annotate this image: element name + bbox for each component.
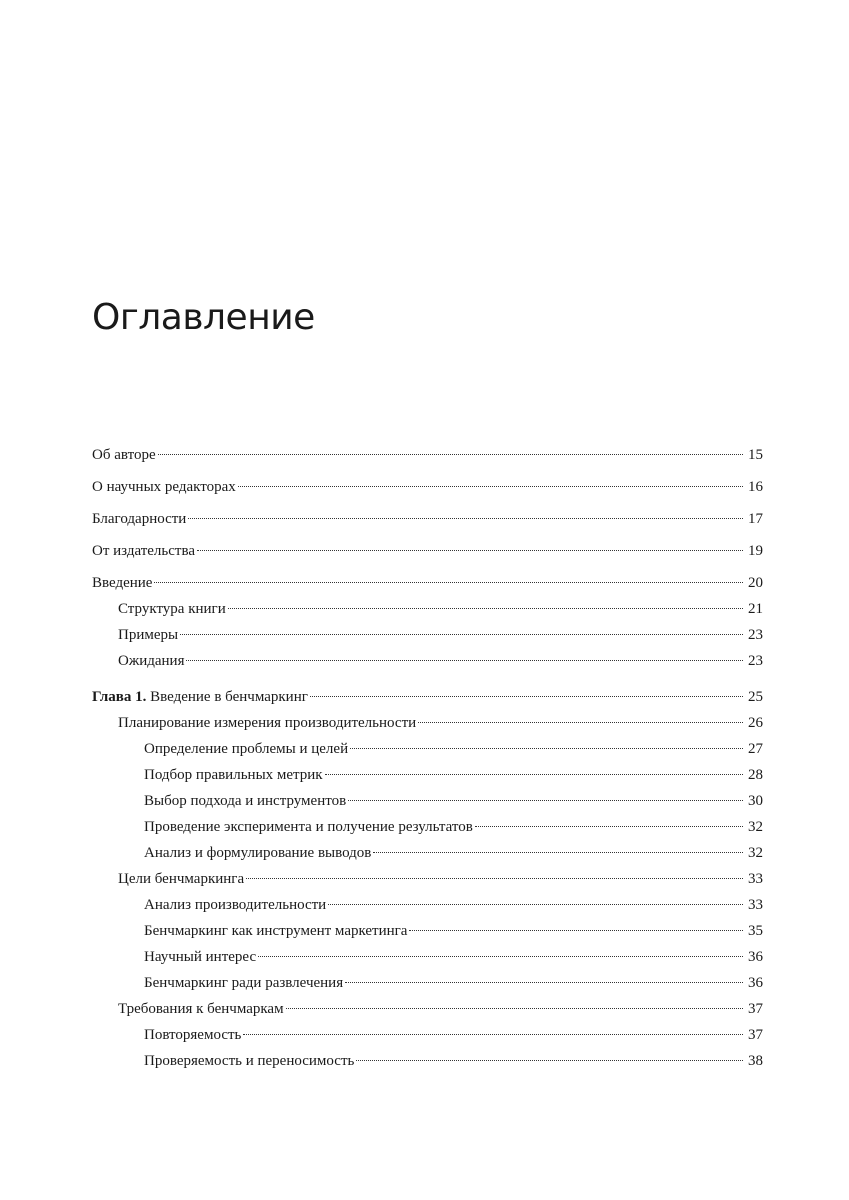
toc-entry-title: [144, 762, 323, 788]
toc-entry[interactable]: [92, 442, 763, 474]
toc-entry-text: Благодарности: [92, 511, 187, 527]
toc-entry-text: Проведение эксперимента и получение результатов: [144, 819, 473, 835]
toc-entry-text: Анализ и формулирование выводов: [144, 845, 372, 861]
toc-entry-title: [92, 442, 156, 468]
toc-page-number: 25: [748, 689, 763, 705]
dot-leader: [373, 852, 743, 853]
toc-entry-text: Повторяемость: [144, 1027, 242, 1043]
toc-entry-text: Выбор подхода и инструментов: [144, 793, 347, 809]
toc-page-number: 23: [748, 653, 763, 669]
toc-chapter-entry[interactable]: [92, 684, 763, 710]
toc-page-number: 15: [748, 447, 763, 463]
toc-entry[interactable]: [92, 596, 763, 622]
dot-leader: [197, 550, 743, 551]
toc-entry-title: [144, 918, 407, 944]
dot-leader: [286, 1008, 743, 1009]
toc-page-number: 37: [748, 1027, 763, 1043]
toc-page-number: 33: [748, 871, 763, 887]
dot-leader: [328, 904, 743, 905]
toc-page-number: 26: [748, 715, 763, 731]
toc-entry-title: [92, 684, 308, 710]
toc-entry-text: Бенчмаркинг как инструмент маркетинга: [144, 923, 408, 939]
toc-entry[interactable]: [92, 474, 763, 506]
toc-entry-title: [92, 506, 186, 532]
toc-page-number: 28: [748, 767, 763, 783]
dot-leader: [180, 634, 743, 635]
toc-entry-title: [92, 538, 195, 564]
toc-entry-title: [118, 648, 184, 674]
dot-leader: [409, 930, 743, 931]
dot-leader: [158, 454, 743, 455]
toc-entry[interactable]: [92, 622, 763, 648]
toc-page-number: 38: [748, 1053, 763, 1069]
toc-entry-text: Научный интерес: [144, 949, 257, 965]
toc-entry-title: [118, 596, 226, 622]
dot-leader: [238, 486, 743, 487]
toc-page-number: 35: [748, 923, 763, 939]
toc-entry-text: Проверяемость и переносимость: [144, 1053, 355, 1069]
toc-entry-title: [144, 840, 371, 866]
toc-page-number: 17: [748, 511, 763, 527]
toc-entry-title: [144, 1048, 354, 1074]
dot-leader: [348, 800, 743, 801]
toc-page-number: 27: [748, 741, 763, 757]
toc-page-number: 37: [748, 1001, 763, 1017]
toc-entry-title: [144, 788, 346, 814]
toc-entry[interactable]: [92, 840, 763, 866]
toc-entry[interactable]: [92, 944, 763, 970]
toc-page-number: 19: [748, 543, 763, 559]
toc-heading: Оглавление: [92, 297, 315, 338]
dot-leader: [258, 956, 743, 957]
toc-entry-text: О научных редакторах: [92, 479, 236, 495]
toc-entry[interactable]: [92, 648, 763, 674]
dot-leader: [228, 608, 743, 609]
toc-entry-title: [144, 814, 473, 840]
toc-entry-text: От издательства: [92, 543, 196, 559]
toc-entry-title: [118, 866, 244, 892]
toc-entry[interactable]: [92, 1022, 763, 1048]
toc-entry-text: Анализ производительности: [144, 897, 327, 913]
dot-leader: [154, 582, 743, 583]
toc-page-number: 33: [748, 897, 763, 913]
toc-entry-text: Требования к бенчмаркам: [118, 1001, 284, 1017]
toc-entry-title: [118, 710, 416, 736]
dot-leader: [310, 696, 743, 697]
toc-entry-title: [144, 892, 326, 918]
toc-page-number: 36: [748, 975, 763, 991]
toc-entry-text: Цели бенчмаркинга: [118, 871, 245, 887]
toc-entry[interactable]: [92, 570, 763, 596]
dot-leader: [246, 878, 743, 879]
toc-page-number: 32: [748, 819, 763, 835]
dot-leader: [243, 1034, 743, 1035]
toc-entry[interactable]: [92, 996, 763, 1022]
toc-entry-text: Бенчмаркинг ради развлечения: [144, 975, 344, 991]
toc-entry-title: [144, 1022, 241, 1048]
toc-entry-title: [92, 474, 236, 500]
toc-page-number: 32: [748, 845, 763, 861]
toc-entry[interactable]: [92, 788, 763, 814]
toc-entry-title: [144, 970, 343, 996]
toc-entry[interactable]: [92, 538, 763, 570]
toc-entry-text: Введение: [92, 575, 153, 591]
toc-entry-title: [92, 570, 152, 596]
dot-leader: [350, 748, 743, 749]
toc-page-number: 20: [748, 575, 763, 591]
toc-page-number: 30: [748, 793, 763, 809]
toc-entry-title: [144, 944, 256, 970]
toc-page-number: 23: [748, 627, 763, 643]
toc-entry-text: Ожидания: [118, 653, 185, 669]
toc-entry[interactable]: [92, 1048, 763, 1074]
toc-entry[interactable]: [92, 710, 763, 736]
dot-leader: [345, 982, 743, 983]
toc-entry[interactable]: [92, 892, 763, 918]
toc-entry-title: [144, 736, 348, 762]
dot-leader: [325, 774, 743, 775]
toc-entry-text: Подбор правильных метрик: [144, 767, 323, 783]
toc-entry-title: [118, 622, 178, 648]
toc-entry[interactable]: [92, 762, 763, 788]
chapter-number: Глава 1.: [92, 689, 147, 705]
toc-entry-text: Об авторе: [92, 447, 156, 463]
toc-entry[interactable]: [92, 918, 763, 944]
toc-entry[interactable]: [92, 506, 763, 538]
toc-entry[interactable]: [92, 736, 763, 762]
toc-entry[interactable]: [92, 970, 763, 996]
dot-leader: [188, 518, 743, 519]
toc-entry-text: Примеры: [118, 627, 179, 643]
toc-page-number: 16: [748, 479, 763, 495]
dot-leader: [418, 722, 743, 723]
toc-entry-text: Введение в бенчмаркинг: [150, 689, 308, 705]
toc-entry-text: Структура книги: [118, 601, 226, 617]
dot-leader: [356, 1060, 743, 1061]
table-of-contents: [92, 442, 763, 1074]
toc-entry-title: [118, 996, 284, 1022]
toc-entry[interactable]: [92, 814, 763, 840]
dot-leader: [186, 660, 743, 661]
dot-leader: [475, 826, 743, 827]
toc-entry-text: Планирование измерения производительности: [118, 715, 417, 731]
toc-entry[interactable]: [92, 866, 763, 892]
toc-page-number: 21: [748, 601, 763, 617]
toc-entry-text: Определение проблемы и целей: [144, 741, 349, 757]
toc-page-number: 36: [748, 949, 763, 965]
